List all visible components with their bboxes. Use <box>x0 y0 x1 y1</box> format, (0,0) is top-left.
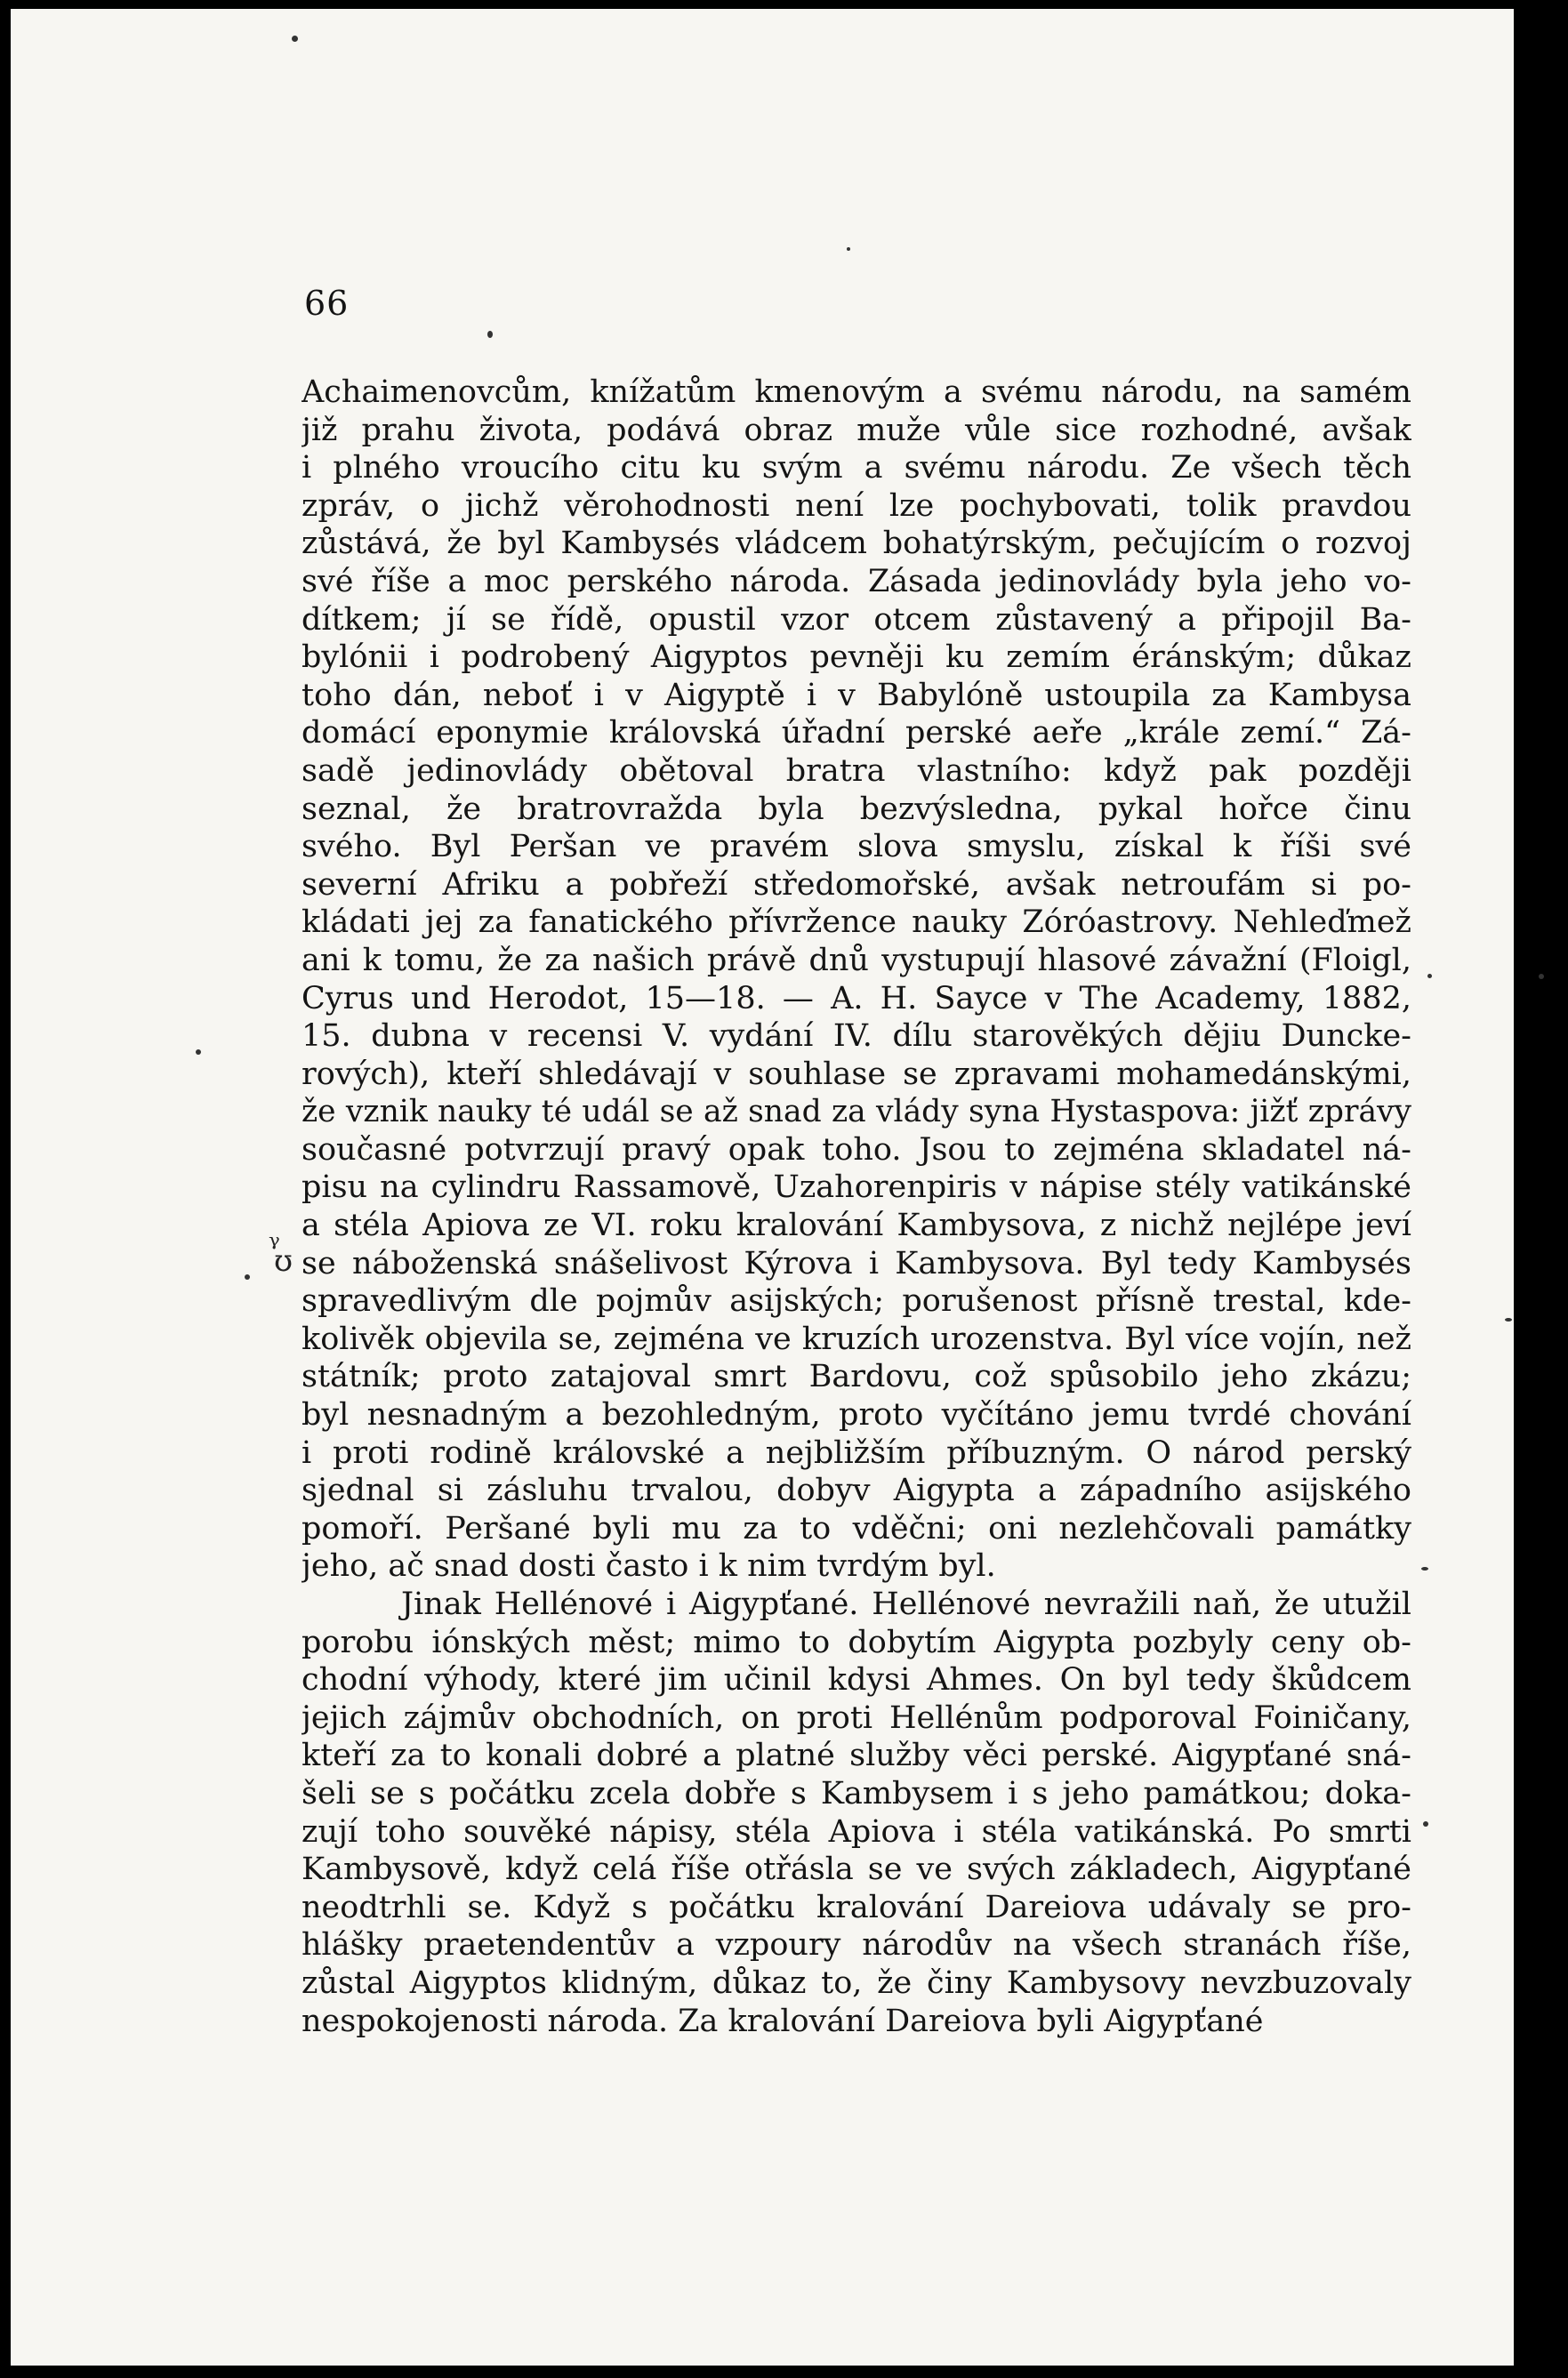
text-line: již prahu života, podává obraz muže vůle sice rozhodné, avšak <box>302 412 1411 448</box>
text-line: se náboženská snášelivost Kýrova i Kambysova. Byl tedy Kambysés <box>302 1245 1411 1281</box>
text-line: zůstal Aigyptos klidným, důkaz to, že činy Kambysovy nevzbuzovaly <box>302 1964 1411 2001</box>
scan-speck <box>1539 974 1544 979</box>
text-line: pomoří. Peršané byli mu za to vděčni; oni nezlehčovali památky <box>302 1510 1411 1547</box>
text-line: ani k tomu, že za našich právě dnů vystupují hlasové závažní (Floigl, <box>302 942 1411 978</box>
text-line: Cyrus und Herodot, 15—18. — A. H. Sayce v The Academy, 1882, <box>302 980 1411 1016</box>
text-line: státník; proto zatajoval smrt Bardovu, což spůsobilo jeho zkázu; <box>302 1359 1411 1395</box>
text-line: kládati jej za fanatického přívržence nauky Zóróastrovy. Nehleďmež <box>302 904 1411 941</box>
text-line: i proti rodině královské a nejbližším příbuzným. O národ perský <box>302 1434 1411 1471</box>
text-line: i plného vroucího citu ku svým a svému národu. Ze všech těch <box>302 450 1411 486</box>
body-text <box>302 374 1411 2040</box>
text-line: zpráv, o jichž věrohodnosti není lze pochybovati, tolik pravdou <box>302 487 1411 524</box>
text-line: kteří za to konali dobré a platné služby věci perské. Aigypťané sná- <box>302 1738 1411 1774</box>
page-number: 66 <box>304 284 350 323</box>
scan-speck <box>847 247 850 251</box>
margin-annotation: ʊ <box>274 1243 293 1279</box>
text-line: Achaimenovcům, knížatům kmenovým a svému národu, na samém <box>302 374 1411 410</box>
text-line: toho dán, neboť i v Aigyptě i v Babylóně ustoupila za Kambysa <box>302 677 1411 713</box>
text-line: sjednal si zásluhu trvalou, dobyv Aigypta a západního asijského <box>302 1473 1411 1509</box>
text-line: Kambysově, když celá říše otřásla se ve svých základech, Aigypťané <box>302 1852 1411 1888</box>
scan-speck <box>292 36 298 42</box>
text-line: spravedlivým dle pojmův asijských; porušenost přísně trestal, kde- <box>302 1283 1411 1320</box>
scan-speck <box>1427 974 1432 978</box>
book-page <box>11 9 1514 2366</box>
text-line: neodtrhli se. Když s počátku kralování Dareiova udávaly se pro- <box>302 1889 1411 1925</box>
text-line: současné potvrzují pravý opak toho. Jsou to zejména skladatel ná- <box>302 1131 1411 1168</box>
scan-speck <box>1505 1318 1512 1322</box>
text-line: své říše a moc perského národa. Zásada jedinovlády byla jeho vo- <box>302 563 1411 599</box>
text-line: zůstává, že byl Kambysés vládcem bohatýrským, pečujícím o rozvoj <box>302 526 1411 562</box>
scan-speck <box>1421 1567 1428 1571</box>
text-line: domácí eponymie královská úřadní perské aeře „krále zemí.“ Zá- <box>302 715 1411 751</box>
text-line: dítkem; jí se řídě, opustil vzor otcem zůstavený a připojil Ba- <box>302 601 1411 638</box>
text-line: seznal, že bratrovražda byla bezvýsledna, pykal hořce činu <box>302 791 1411 827</box>
text-line: chodní výhody, které jim učinil kdysi Ahmes. On byl tedy škůdcem <box>302 1662 1411 1699</box>
text-line: 15. dubna v recensi V. vydání IV. dílu starověkých dějiu Duncke- <box>302 1018 1411 1055</box>
text-line: bylónii i podrobený Aigyptos pevněji ku zemím éránským; důkaz <box>302 639 1411 676</box>
scan-speck <box>196 1049 201 1055</box>
scan-speck <box>245 1274 250 1280</box>
scan-speck <box>1423 1821 1428 1827</box>
text-line: jejich zájmův obchodních, on proti Hellénům podporoval Foiničany, <box>302 1699 1411 1736</box>
text-line: hlášky praetendentův a vzpoury národův na všech stranách říše, <box>302 1927 1411 1964</box>
text-line: pisu na cylindru Rassamově, Uzahorenpiris v nápise stély vatikánské <box>302 1169 1411 1206</box>
text-line: severní Afriku a pobřeží středomořské, avšak netroufám si po- <box>302 866 1411 903</box>
text-line: zují toho souvěké nápisy, stéla Apiova i stéla vatikánská. Po smrti <box>302 1813 1411 1850</box>
text-line: svého. Byl Peršan ve pravém slova smyslu, získal k říši své <box>302 829 1411 865</box>
text-line: že vznik nauky té udál se až snad za vlády syna Hystaspova: jižť zprávy <box>302 1094 1411 1130</box>
text-line: byl nesnadným a bezohledným, proto vyčítáno jemu tvrdé chování <box>302 1397 1411 1434</box>
margin-annotation: ᵧ <box>269 1218 280 1254</box>
text-line: porobu iónských měst; mimo to dobytím Aigypta pozbyly ceny ob- <box>302 1624 1411 1660</box>
text-line: rových), kteří shledávají v souhlase se zpravami mohamedánskými, <box>302 1056 1411 1092</box>
text-line: nespokojenosti národa. Za kralování Dareiova byli Aigypťané <box>302 2003 1264 2039</box>
text-line: kolivěk objevila se, zejména ve kruzích urozenstva. Byl více vojín, než <box>302 1321 1411 1357</box>
text-line: šeli se s počátku zcela dobře s Kambysem i s jeho památkou; doka- <box>302 1775 1411 1812</box>
text-line: sadě jedinovlády obětoval bratra vlastního: když pak později <box>302 752 1411 789</box>
text-line: Jinak Hellénové i Aigypťané. Hellénové nevražili naň, že utužil <box>401 1587 1411 1622</box>
text-line: jeho, ač snad dosti často i k nim tvrdým byl. <box>302 1548 996 1585</box>
scan-speck <box>487 331 493 338</box>
text-line: a stéla Apiova ze VI. roku kralování Kambysova, z nichž nejlépe jeví <box>302 1208 1411 1244</box>
